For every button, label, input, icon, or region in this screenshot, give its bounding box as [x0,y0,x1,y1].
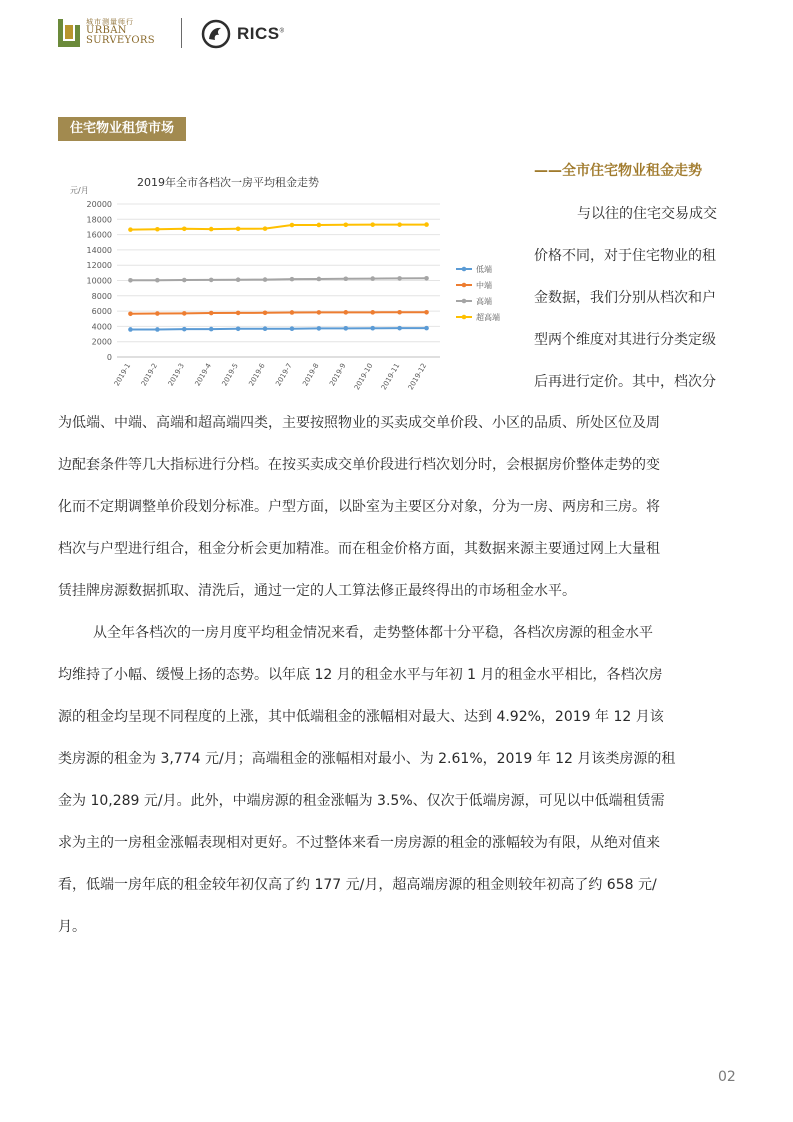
chart-data-point [424,276,429,281]
chart-data-point [155,327,160,332]
rics-wordmark [237,24,285,44]
chart-data-point [155,227,160,232]
chart-data-point [343,326,348,331]
chart-series-line [130,225,426,230]
rics-name: RICS [237,24,280,43]
chart-y-tick-label: 10000 [86,276,112,286]
chart-data-point [155,311,160,316]
chart-y-tick-label: 2000 [91,337,112,347]
chart-x-ticks [113,362,428,392]
chart-data-point [317,277,322,282]
right-text-line: 金数据，我们分别从档次和户 [534,290,716,306]
brand-english-line1: URBAN [86,25,127,36]
chart-legend-swatch-marker [462,267,467,272]
chart-data-point [236,226,241,231]
paragraph-line: 从全年各档次的一房月度平均租金情况来看，走势整体都十分平稳，各档次房源的租金水平 [93,625,653,641]
chart-data-point [236,277,241,282]
chart-data-point [209,311,214,316]
chart-data-point [209,278,214,283]
chart-data-point [128,327,133,332]
chart-data-point [263,226,268,231]
chart-data-point [209,227,214,232]
chart-y-tick-label: 0 [106,353,112,362]
chart-data-point [424,310,429,315]
chart-data-point [317,310,322,315]
paragraph-line: 月。 [58,919,86,935]
chart-data-point [343,310,348,315]
chart-x-tick-label: 2019-11 [379,362,402,392]
chart-data-point [370,276,375,281]
chart-legend-label: 低端 [476,265,492,274]
header-divider [181,18,182,48]
paragraph-line: 赁挂牌房源数据抓取、清洗后，通过一定的人工算法修正最终得出的市场租金水平。 [58,583,576,599]
chart-x-tick-label: 2019-6 [247,362,267,388]
chart-x-tick-label: 2019-10 [352,362,375,392]
section-tag: 住宅物业租赁市场 [58,117,186,141]
chart-data-point [155,278,160,283]
chart-data-point [236,311,241,316]
chart-y-tick-label: 18000 [86,215,112,225]
chart-series-line [130,278,426,280]
chart-data-point [263,310,268,315]
chart-data-point [182,226,187,231]
chart-canvas [62,157,520,395]
chart-data-point [263,277,268,282]
right-text-line: 型两个维度对其进行分类定级 [534,332,716,348]
chart-data-point [128,278,133,283]
chart-x-tick-label: 2019-2 [139,362,160,388]
chart-data-point [182,278,187,283]
rics-lion-icon [201,19,231,49]
chart-data-point [370,326,375,331]
chart-x-tick-label: 2019-3 [166,362,187,388]
chart-y-tick-label: 16000 [86,230,112,240]
chart-data-point [343,223,348,228]
rent-trend-chart [62,157,520,395]
chart-data-point [397,222,402,227]
paragraph-line: 类房源的租金为 3,774 元/月；高端租金的涨幅相对最小、为 2.61%，2019 年 12 月该类房源的租 [58,751,676,767]
chart-data-point [128,311,133,316]
chart-x-tick-label: 2019-9 [328,362,348,388]
chart-y-tick-label: 14000 [86,245,112,255]
chart-x-tick-label: 2019-8 [301,362,321,388]
brand-english-line2: SURVEYORS [86,35,155,46]
chart-y-tick-label: 4000 [91,322,112,332]
chart-legend-label: 中端 [476,281,492,290]
rics-registered-mark: ® [279,28,285,35]
paragraph-line: 源的租金均呈现不同程度的上涨，其中低端租金的涨幅相对最大、达到 4.92%，2019 年 12 月该 [58,709,664,725]
chart-x-tick-label: 2019-1 [112,362,133,388]
paragraph-line: 为低端、中端、高端和超高端四类，主要按照物业的买卖成交单价段、小区的品质、所处区位及周 [58,415,660,431]
chart-title: 2019年全市各档次一房平均租金走势 [137,176,319,189]
chart-data-point [317,326,322,331]
chart-data-point [290,223,295,228]
chart-x-tick-label: 2019-4 [193,362,213,388]
chart-data-point [290,326,295,331]
chart-data-point [397,276,402,281]
chart-x-tick-label: 2019-12 [406,362,429,392]
chart-data-point [317,223,322,228]
right-text-line: 价格不同，对于住宅物业的租 [534,248,716,264]
chart-y-tick-label: 12000 [86,261,112,271]
chart-data-point [236,326,241,331]
paragraph-line: 化而不定期调整单价段划分标准。户型方面，以卧室为主要区分对象，分为一房、两房和三房。将 [58,499,660,515]
chart-data-point [370,310,375,315]
chart-legend-swatch-marker [462,315,467,320]
paragraph-line: 均维持了小幅、缓慢上扬的态势。以年底 12 月的租金水平与年初 1 月的租金水平相比，各档次房 [58,667,663,683]
chart-y-axis-label: 元/月 [70,186,89,195]
chart-data-point [209,327,214,332]
chart-data-point [424,326,429,331]
chart-legend-label: 高端 [476,297,492,306]
chart-data-point [424,222,429,227]
chart-legend-swatch-marker [462,283,467,288]
right-text-line: 与以往的住宅交易成交 [577,206,717,222]
chart-data-point [290,310,295,315]
chart-data-point [263,326,268,331]
chart-y-ticks [87,200,112,362]
chart-y-tick-label: 20000 [86,200,112,209]
chart-x-tick-label: 2019-7 [274,362,294,388]
chart-legend [456,264,500,322]
section-subheading: ——全市住宅物业租金走势 [534,163,702,179]
right-text-line: 后再进行定价。其中，档次分 [534,374,716,390]
brand-chinese-name: 城市测量师行 [86,18,134,26]
chart-data-point [182,327,187,332]
chart-data-point [370,222,375,227]
paragraph-line: 档次与户型进行组合，租金分析会更加精准。而在租金价格方面，其数据来源主要通过网上大量租 [58,541,660,557]
brand-english-name [86,26,155,46]
chart-legend-label: 超高端 [476,313,500,322]
paragraph-line: 求为主的一房租金涨幅表现相对更好。不过整体来看一房房源的租金的涨幅较为有限，从绝对值来 [58,835,660,851]
chart-data-point [397,326,402,331]
page-number: 02 [718,1069,736,1085]
paragraph-line: 金为 10,289 元/月。此外，中端房源的租金涨幅为 3.5%、仅次于低端房源，可见以中低端租赁需 [58,793,665,809]
chart-data-point [343,276,348,281]
chart-data-point [290,277,295,282]
chart-x-tick-label: 2019-5 [220,362,240,388]
chart-series-line [130,328,426,329]
chart-data-point [128,227,133,232]
paragraph-line: 边配套条件等几大指标进行分档。在按买卖成交单价段进行档次划分时，会根据房价整体走势的变 [58,457,660,473]
urban-surveyors-logo-icon [58,19,80,47]
chart-y-tick-label: 6000 [91,307,112,317]
chart-series-line [130,312,426,314]
chart-legend-swatch-marker [462,299,467,304]
chart-data-point [182,311,187,316]
chart-series [128,222,429,331]
chart-data-point [397,310,402,315]
paragraph-line: 看，低端一房年底的租金较年初仅高了约 177 元/月，超高端房源的租金则较年初高了约 658 元/ [58,877,657,893]
chart-y-tick-label: 8000 [91,291,112,301]
